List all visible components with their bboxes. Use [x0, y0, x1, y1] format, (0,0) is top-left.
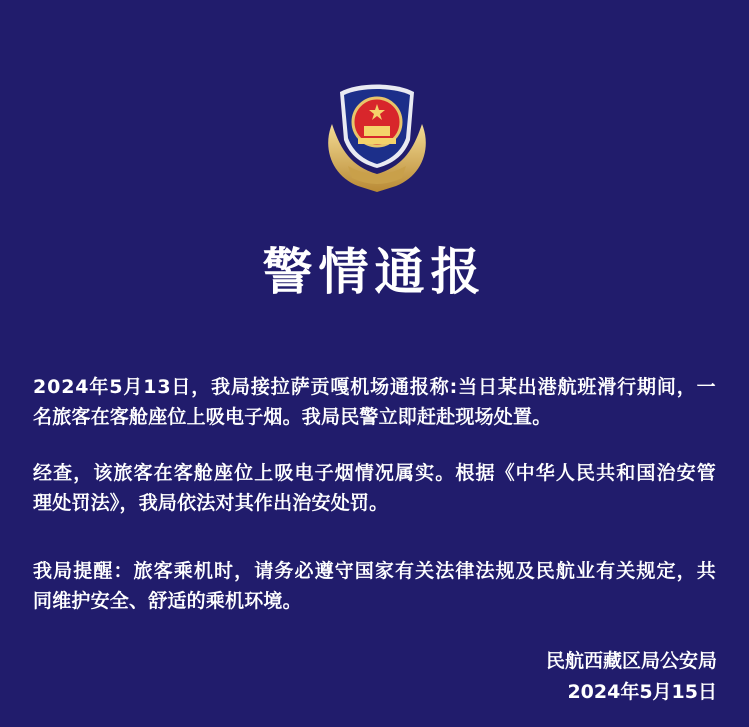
paragraph-2-line-1: 经查，该旅客在客舱座位上吸电子烟情况属实。根据《中华人民共和国治安管: [33, 462, 717, 484]
paragraph-3-line-1: 我局提醒：旅客乘机时，请务必遵守国家有关法律法规及民航业有关规定，共: [33, 560, 717, 582]
paragraph-1-line-1: 2024年5月13日，我局接拉萨贡嘎机场通报称:当日某出港航班滑行期间，一: [33, 376, 717, 398]
paragraph-3-line-2: 同维护安全、舒适的乘机环境。: [33, 590, 302, 612]
issue-date: 2024年5月15日: [567, 681, 717, 703]
paragraph-2-line-2: 理处罚法》，我局依法对其作出治安处罚。: [33, 492, 389, 514]
paragraph-1-line-2: 名旅客在客舱座位上吸电子烟。我局民警立即赶赴现场处置。: [33, 406, 552, 428]
issuer: 民航西藏区局公安局: [545, 650, 717, 672]
police-emblem-icon: [318, 78, 436, 194]
page-title: 警情通报: [262, 243, 487, 301]
